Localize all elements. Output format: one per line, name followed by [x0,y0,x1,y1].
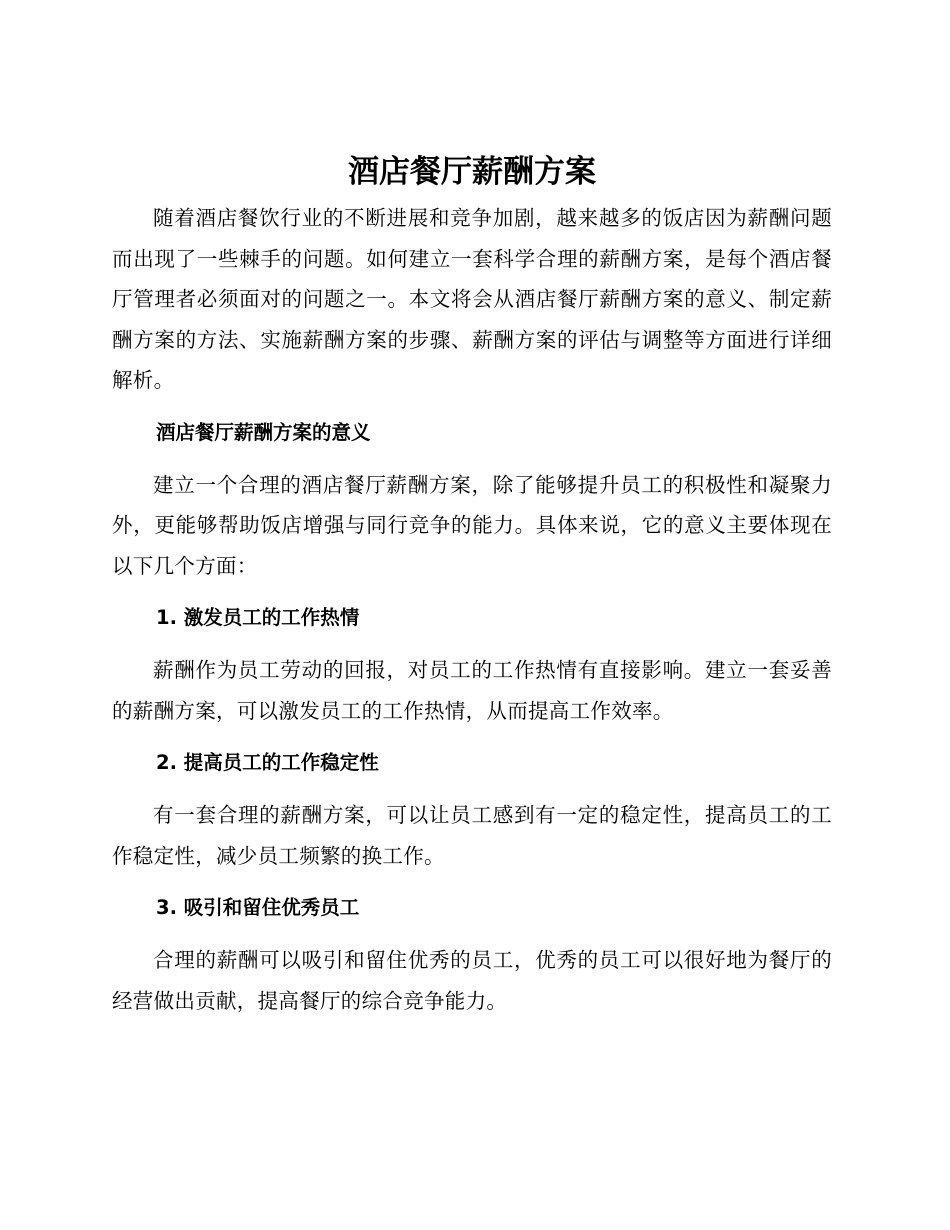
item-heading-2: 2. 提高员工的工作稳定性 [156,751,379,774]
intro-paragraph: 随着酒店餐饮行业的不断进展和竞争加剧，越来越多的饭店因为薪酬问题而出现了一些棘手的问题。如何建立一套科学合理的薪酬方案，是每个酒店餐厅管理者必须面对的问题之一。本文将会从酒店餐厅薪酬方案的意义、制定薪酬方案的方法、实施薪酬方案的步骤、薪酬方案的评估与调整等方面进行详细解析。 [112,206,832,392]
item-body-1: 薪酬作为员工劳动的回报，对员工的工作热情有直接影响。建立一套妥善的薪酬方案，可以激发员工的工作热情，从而提高工作效率。 [112,658,832,723]
section-heading: 酒店餐厅薪酬方案的意义 [156,420,371,444]
document-title: 酒店餐厅薪酬方案 [348,154,596,190]
item-heading-1: 1. 激发员工的工作热情 [156,606,360,629]
item-heading-3: 3. 吸引和留住优秀员工 [156,896,360,919]
item-body-3: 合理的薪酬可以吸引和留住优秀的员工，优秀的员工可以很好地为餐厅的经营做出贡献，提高餐厅的综合竞争能力。 [112,948,832,1013]
item-body-2: 有一套合理的薪酬方案，可以让员工感到有一定的稳定性，提高员工的工作稳定性，减少员工频繁的换工作。 [112,803,832,868]
section-paragraph: 建立一个合理的酒店餐厅薪酬方案，除了能够提升员工的积极性和凝聚力外，更能够帮助饭店增强与同行竞争的能力。具体来说，它的意义主要体现在以下几个方面： [112,472,832,578]
document-page [112,152,832,1021]
